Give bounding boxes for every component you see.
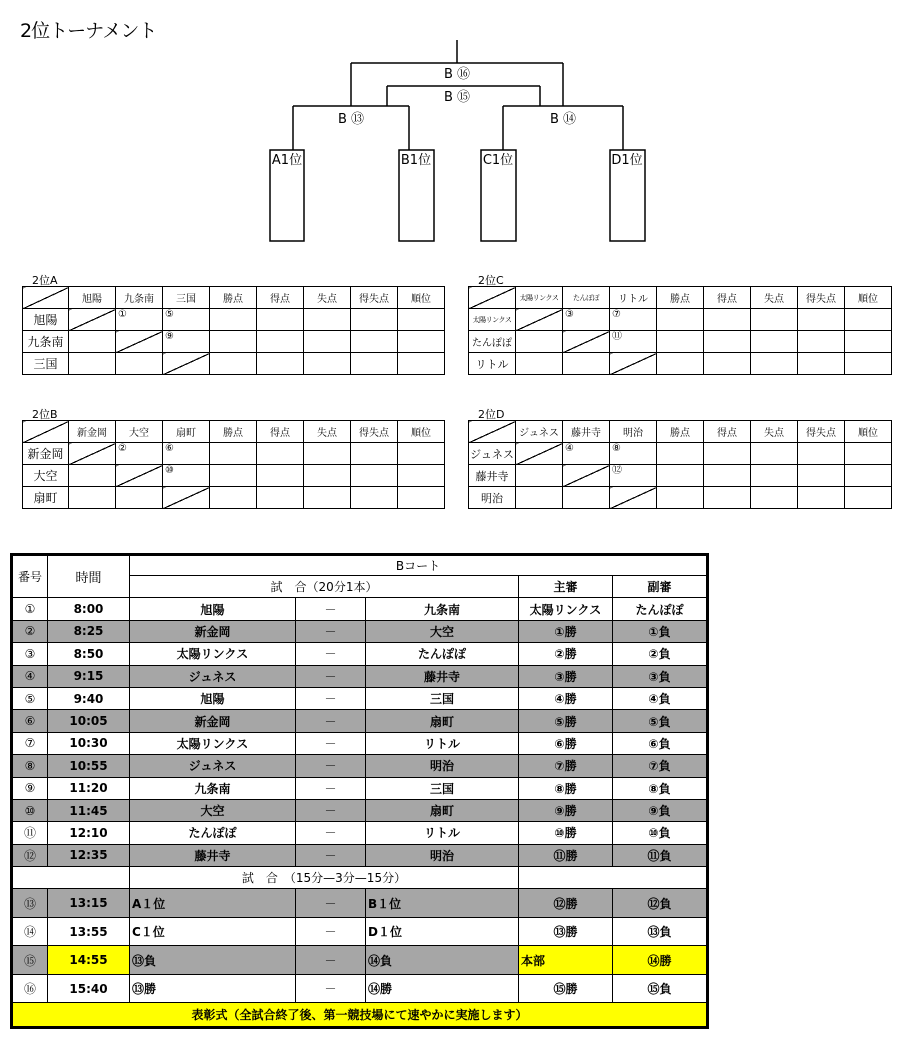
match-time: 11:20: [48, 777, 130, 799]
tournament-match-header: 試 合 （15分—3分—15分）: [130, 867, 519, 889]
vs-dash: －: [296, 946, 366, 975]
schedule-row: [13, 643, 707, 665]
vs-dash: －: [296, 799, 366, 821]
referee-sub: ⑭勝: [613, 946, 707, 975]
vs-dash: －: [296, 844, 366, 866]
vs-dash: －: [296, 687, 366, 709]
away-team: 明治: [366, 844, 519, 866]
col-header: 失点: [751, 421, 798, 443]
home-team: たんぽぽ: [130, 822, 296, 844]
match-number: ③: [13, 643, 48, 665]
schedule-row: [13, 620, 707, 642]
schedule-row: [13, 974, 707, 1003]
match-number: ⑥: [13, 710, 48, 732]
home-team: 旭陽: [130, 687, 296, 709]
match-time: 9:15: [48, 665, 130, 687]
col-header: ジュネス: [516, 421, 563, 443]
match-time: 9:40: [48, 687, 130, 709]
home-team: ⑬勝: [130, 974, 296, 1003]
court-header: Bコート: [130, 556, 707, 576]
away-team: ⑭勝: [366, 974, 519, 1003]
home-team: C１位: [130, 917, 296, 946]
match-number: ⑧: [13, 755, 48, 777]
row-team: 大空: [23, 465, 69, 487]
away-team: 九条南: [366, 598, 519, 620]
col-time-header: 時間: [48, 556, 130, 598]
vs-dash: －: [296, 777, 366, 799]
referee-sub: ⑩負: [613, 822, 707, 844]
match-no: ⑩: [163, 465, 210, 487]
footer-row: [13, 1003, 707, 1027]
col-header: 得点: [257, 287, 304, 309]
slot-c1: C1位: [482, 153, 514, 168]
home-team: 旭陽: [130, 598, 296, 620]
referee-sub: ⑬負: [613, 917, 707, 946]
col-header: 勝点: [210, 421, 257, 443]
col-header: 九条南: [116, 287, 163, 309]
slot-a1: A1位: [271, 153, 303, 168]
away-team: 扇町: [366, 710, 519, 732]
col-header: 扇町: [163, 421, 210, 443]
corner-cell: [23, 421, 69, 443]
col-header: 得失点: [351, 287, 398, 309]
col-header: 明治: [610, 421, 657, 443]
match-no: ⑧: [610, 443, 657, 465]
away-team: 扇町: [366, 799, 519, 821]
league-name: 2位C: [478, 274, 504, 287]
row-team: 三国: [23, 353, 69, 375]
schedule-row: [13, 844, 707, 866]
corner-cell: [469, 287, 516, 309]
match-time: 8:25: [48, 620, 130, 642]
schedule-row: [13, 732, 707, 754]
row-team: リトル: [469, 353, 516, 375]
referee-main: ⑩勝: [519, 822, 613, 844]
match-time: 14:55: [48, 946, 130, 975]
schedule-row: [13, 917, 707, 946]
col-header: 得失点: [798, 287, 845, 309]
match-number: ⑬: [13, 889, 48, 918]
match-no: ⑫: [610, 465, 657, 487]
referee-main: ⑦勝: [519, 755, 613, 777]
referee-sub: ⑦負: [613, 755, 707, 777]
away-team: 大空: [366, 620, 519, 642]
match-no: ④: [563, 443, 610, 465]
referee-main: ⑨勝: [519, 799, 613, 821]
corner-cell: [469, 421, 516, 443]
league-table-c: [468, 274, 892, 375]
col-header: 得失点: [798, 421, 845, 443]
away-team: リトル: [366, 822, 519, 844]
referee-main: ⑤勝: [519, 710, 613, 732]
col-header: 順位: [845, 287, 892, 309]
match16-label: B ⑯: [443, 67, 471, 82]
corner-cell: [23, 287, 69, 309]
col-header: 得点: [704, 287, 751, 309]
page-title: 2位トーナメント: [20, 20, 157, 42]
referee-main: ⑮勝: [519, 974, 613, 1003]
referee-main-header: 主審: [519, 576, 613, 598]
blank-cell: [13, 867, 130, 889]
home-team: 九条南: [130, 777, 296, 799]
vs-dash: －: [296, 974, 366, 1003]
row-team: 太陽リンクス: [469, 309, 516, 331]
vs-dash: －: [296, 643, 366, 665]
referee-main: ④勝: [519, 687, 613, 709]
match-number: ⑨: [13, 777, 48, 799]
referee-sub-header: 副審: [613, 576, 707, 598]
col-header: 得点: [257, 421, 304, 443]
home-team: 藤井寺: [130, 844, 296, 866]
col-header: 勝点: [210, 287, 257, 309]
col-header: 順位: [845, 421, 892, 443]
match-time: 10:55: [48, 755, 130, 777]
vs-dash: －: [296, 889, 366, 918]
col-header: 大空: [116, 421, 163, 443]
row-team: ジュネス: [469, 443, 516, 465]
col-header: 失点: [304, 421, 351, 443]
award-ceremony-note: 表彰式（全試合終了後、第一競技場にて速やかに実施します）: [13, 1003, 707, 1027]
match13-label: B ⑬: [337, 112, 365, 127]
match-number: ⑦: [13, 732, 48, 754]
home-team: 新金岡: [130, 710, 296, 732]
row-team: 明治: [469, 487, 516, 509]
referee-sub: ③負: [613, 665, 707, 687]
away-team: たんぽぽ: [366, 643, 519, 665]
referee-main: ③勝: [519, 665, 613, 687]
league-name: 2位A: [32, 274, 58, 287]
match-time: 13:55: [48, 917, 130, 946]
referee-sub: ⑧負: [613, 777, 707, 799]
home-team: 太陽リンクス: [130, 643, 296, 665]
match-time: 12:10: [48, 822, 130, 844]
row-team: 扇町: [23, 487, 69, 509]
schedule-row: [13, 755, 707, 777]
match-time: 11:45: [48, 799, 130, 821]
col-header: 旭陽: [69, 287, 116, 309]
col-header: 得失点: [351, 421, 398, 443]
vs-dash: －: [296, 598, 366, 620]
vs-dash: －: [296, 620, 366, 642]
schedule-table: [10, 553, 709, 1029]
match-no: ⑤: [163, 309, 210, 331]
referee-main: ⑧勝: [519, 777, 613, 799]
match-number: ⑮: [13, 946, 48, 975]
away-team: 藤井寺: [366, 665, 519, 687]
match14-label: B ⑭: [549, 112, 577, 127]
row-team: たんぽぽ: [469, 331, 516, 353]
referee-main: 太陽リンクス: [519, 598, 613, 620]
row-team: 旭陽: [23, 309, 69, 331]
match-no: ⑪: [610, 331, 657, 353]
referee-sub: ⑫負: [613, 889, 707, 918]
match-no: ②: [116, 443, 163, 465]
vs-dash: －: [296, 732, 366, 754]
match-header: 試 合（20分1本）: [130, 576, 519, 598]
match-number: ⑩: [13, 799, 48, 821]
referee-main: ⑫勝: [519, 889, 613, 918]
match-no: ③: [563, 309, 610, 331]
match-time: 8:50: [48, 643, 130, 665]
vs-dash: －: [296, 822, 366, 844]
match-no: ⑦: [610, 309, 657, 331]
away-team: 三国: [366, 777, 519, 799]
match-no: ⑥: [163, 443, 210, 465]
home-team: A１位: [130, 889, 296, 918]
home-team: 新金岡: [130, 620, 296, 642]
row-team: 九条南: [23, 331, 69, 353]
referee-main: ⑥勝: [519, 732, 613, 754]
schedule-row: [13, 799, 707, 821]
referee-sub: ⑪負: [613, 844, 707, 866]
referee-main: ⑬勝: [519, 917, 613, 946]
schedule-row: [13, 822, 707, 844]
referee-sub: ⑮負: [613, 974, 707, 1003]
referee-sub: ①負: [613, 620, 707, 642]
col-header: 三国: [163, 287, 210, 309]
col-header: 順位: [398, 421, 445, 443]
slot-b1: B1位: [400, 153, 432, 168]
col-header: 順位: [398, 287, 445, 309]
home-team: ジュネス: [130, 755, 296, 777]
league-table-d: [468, 408, 892, 509]
match-time: 15:40: [48, 974, 130, 1003]
match-number: ⑭: [13, 917, 48, 946]
home-team: 大空: [130, 799, 296, 821]
schedule-row: [13, 710, 707, 732]
col-header: たんぽぽ: [563, 287, 610, 309]
match-time: 12:35: [48, 844, 130, 866]
slot-d1: D1位: [611, 153, 643, 168]
match-time: 10:05: [48, 710, 130, 732]
col-header: 失点: [304, 287, 351, 309]
tournament-bracket: [0, 0, 904, 250]
away-team: 明治: [366, 755, 519, 777]
league-name: 2位D: [478, 408, 505, 421]
schedule-row: [13, 889, 707, 918]
referee-sub: ⑤負: [613, 710, 707, 732]
col-header: 失点: [751, 287, 798, 309]
match15-label: B ⑮: [443, 90, 471, 105]
schedule-row: [13, 946, 707, 975]
away-team: ⑭負: [366, 946, 519, 975]
referee-main: ⑪勝: [519, 844, 613, 866]
home-team: 太陽リンクス: [130, 732, 296, 754]
match-number: ④: [13, 665, 48, 687]
schedule-row: [13, 777, 707, 799]
match-time: 13:15: [48, 889, 130, 918]
col-header: 勝点: [657, 421, 704, 443]
vs-dash: －: [296, 710, 366, 732]
col-number-header: 番号: [13, 556, 48, 598]
col-header: リトル: [610, 287, 657, 309]
tournament-header-row: [13, 867, 707, 889]
schedule-row: [13, 598, 707, 620]
col-header: 藤井寺: [563, 421, 610, 443]
match-number: ⑯: [13, 974, 48, 1003]
vs-dash: －: [296, 917, 366, 946]
referee-sub: たんぽぽ: [613, 598, 707, 620]
home-team: ジュネス: [130, 665, 296, 687]
col-header: 勝点: [657, 287, 704, 309]
away-team: B１位: [366, 889, 519, 918]
row-team: 藤井寺: [469, 465, 516, 487]
match-number: ⑪: [13, 822, 48, 844]
col-header: 得点: [704, 421, 751, 443]
away-team: 三国: [366, 687, 519, 709]
match-number: ⑫: [13, 844, 48, 866]
blank-cell: [519, 867, 707, 889]
row-team: 新金岡: [23, 443, 69, 465]
schedule-row: [13, 687, 707, 709]
referee-sub: ⑨負: [613, 799, 707, 821]
match-time: 10:30: [48, 732, 130, 754]
referee-main: ②勝: [519, 643, 613, 665]
league-table-b: [22, 408, 445, 509]
vs-dash: －: [296, 665, 366, 687]
match-number: ①: [13, 598, 48, 620]
away-team: リトル: [366, 732, 519, 754]
col-header: 新金岡: [69, 421, 116, 443]
referee-main: 本部: [519, 946, 613, 975]
match-number: ②: [13, 620, 48, 642]
col-header: 太陽リンクス: [516, 287, 563, 309]
referee-sub: ⑥負: [613, 732, 707, 754]
league-name: 2位B: [32, 408, 58, 421]
match-time: 8:00: [48, 598, 130, 620]
match-no: ⑨: [163, 331, 210, 353]
schedule-row: [13, 665, 707, 687]
away-team: D１位: [366, 917, 519, 946]
vs-dash: －: [296, 755, 366, 777]
home-team: ⑬負: [130, 946, 296, 975]
referee-main: ①勝: [519, 620, 613, 642]
referee-sub: ②負: [613, 643, 707, 665]
match-number: ⑤: [13, 687, 48, 709]
match-no: ①: [116, 309, 163, 331]
referee-sub: ④負: [613, 687, 707, 709]
